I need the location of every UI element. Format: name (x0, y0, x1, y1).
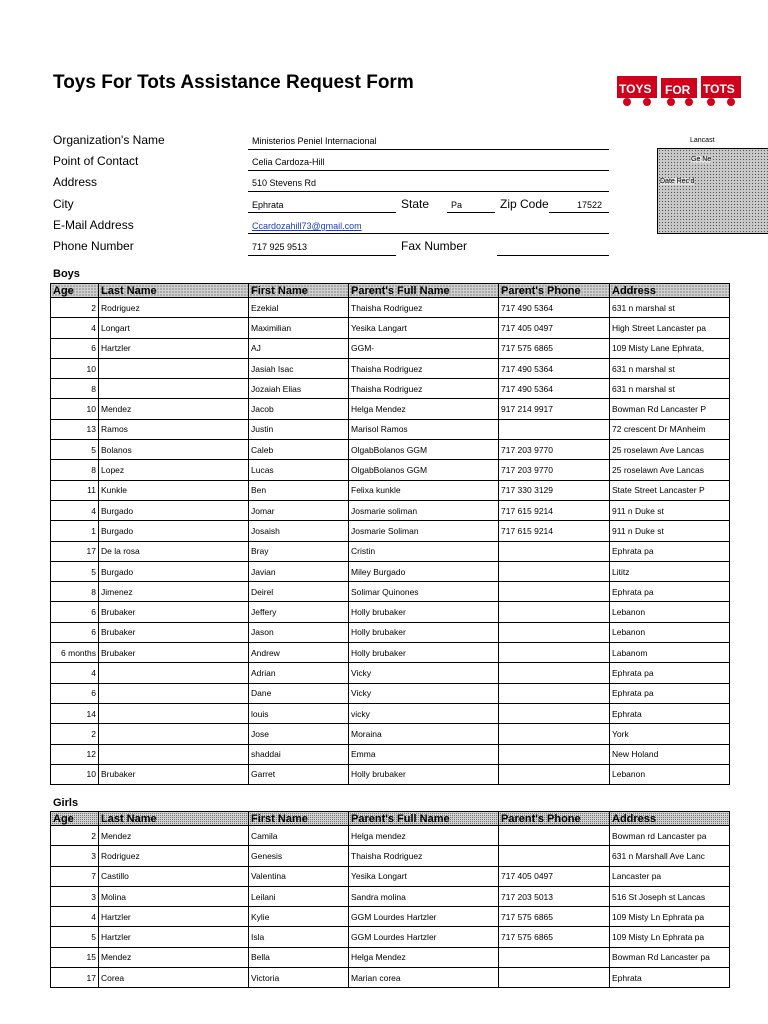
table-row (51, 338, 730, 358)
boys-cell-parent-name: Holly brubaker (349, 643, 499, 663)
boys-cell-parent-name: Josmarie Soliman (349, 521, 499, 541)
boys-cell-address: 911 n Duke st (610, 500, 730, 520)
boys-cell-parent-name: Marisol Ramos (349, 419, 499, 439)
boys-cell-first-name: Lucas (249, 460, 349, 480)
boys-cell-first-name: Jason (249, 622, 349, 642)
boys-cell-age: 14 (51, 703, 99, 723)
table-row (51, 440, 730, 460)
boys-cell-parent-name: Yesika Langart (349, 318, 499, 338)
girls-cell-last-name: Rodriguez (99, 846, 249, 866)
boys-cell-age: 4 (51, 663, 99, 683)
table-row (51, 358, 730, 378)
boys-cell-address: Lebanon (610, 602, 730, 622)
table-row (51, 643, 730, 663)
table-row (51, 927, 730, 947)
table-row (51, 399, 730, 419)
boys-cell-last-name: Brubaker (99, 622, 249, 642)
side-box-line2: Date Rec'd (660, 178, 695, 185)
table-row (51, 947, 730, 967)
boys-cell-parent-name: vicky (349, 703, 499, 723)
girls-cell-age: 4 (51, 907, 99, 927)
boys-cell-first-name: Jose (249, 724, 349, 744)
table-row (51, 521, 730, 541)
boys-cell-first-name: Jeffery (249, 602, 349, 622)
boys-cell-age: 5 (51, 440, 99, 460)
boys-cell-age: 5 (51, 561, 99, 581)
girls-header-row (51, 812, 730, 826)
table-row (51, 602, 730, 622)
boys-cell-parent-phone: 717 203 9770 (499, 440, 610, 460)
boys-cell-age: 6 (51, 683, 99, 703)
boys-cell-address: 631 n marshal st (610, 358, 730, 378)
girls-cell-last-name: Hartzler (99, 927, 249, 947)
girls-cell-address: Bowman Rd Lancaster pa (610, 947, 730, 967)
boys-cell-parent-phone (499, 541, 610, 561)
boys-cell-last-name: Ramos (99, 419, 249, 439)
boys-cell-address: Ephrata pa (610, 663, 730, 683)
girls-cell-address: Lancaster pa (610, 866, 730, 886)
girls-cell-parent-phone (499, 826, 610, 846)
boys-cell-parent-phone (499, 744, 610, 764)
boys-cell-parent-phone (499, 622, 610, 642)
boys-cell-last-name (99, 379, 249, 399)
boys-cell-parent-name: Felixa kunkle (349, 480, 499, 500)
boys-cell-first-name: Garret (249, 764, 349, 784)
boys-cell-parent-name: OlgabBolanos GGM (349, 440, 499, 460)
girls-table-wrap (50, 811, 768, 991)
side-box-line1: Ge Ne (691, 156, 712, 163)
phone-value: 717 925 9513 (252, 242, 308, 252)
boys-cell-last-name: Burgado (99, 561, 249, 581)
boys-header-row (51, 284, 730, 298)
girls-cell-first-name: Isla (249, 927, 349, 947)
girls-cell-first-name: Leilani (249, 886, 349, 906)
girls-header-parent-phone: Parent's Phone (499, 812, 610, 826)
boys-cell-parent-phone (499, 724, 610, 744)
girls-cell-parent-phone: 717 575 6865 (499, 907, 610, 927)
svg-text:TOYS: TOYS (619, 82, 652, 96)
boys-cell-address: Lebanon (610, 622, 730, 642)
boys-cell-first-name: Deirel (249, 582, 349, 602)
email-value[interactable]: Ccardozahill73@gmail.com (252, 221, 362, 231)
girls-cell-age: 2 (51, 826, 99, 846)
boys-cell-first-name: Andrew (249, 643, 349, 663)
boys-cell-first-name: Jacob (249, 399, 349, 419)
girls-cell-age: 3 (51, 846, 99, 866)
table-row (51, 703, 730, 723)
boys-cell-first-name: Javian (249, 561, 349, 581)
table-row (51, 764, 730, 784)
girls-cell-first-name: Bella (249, 947, 349, 967)
girls-cell-parent-name: Sandra molina (349, 886, 499, 906)
boys-cell-first-name: louis (249, 703, 349, 723)
boys-cell-last-name: Brubaker (99, 643, 249, 663)
girls-cell-parent-phone (499, 947, 610, 967)
boys-cell-last-name: Jimenez (99, 582, 249, 602)
table-row (51, 866, 730, 886)
boys-cell-parent-phone (499, 602, 610, 622)
boys-cell-first-name: Jozaiah Elias (249, 379, 349, 399)
boys-cell-last-name: Burgado (99, 500, 249, 520)
boys-cell-first-name: AJ (249, 338, 349, 358)
boys-cell-parent-phone: 717 490 5364 (499, 379, 610, 399)
boys-cell-age: 6 (51, 602, 99, 622)
girls-cell-age: 5 (51, 927, 99, 947)
boys-cell-address: State Street Lancaster P (610, 480, 730, 500)
fax-label: Fax Number (401, 239, 468, 253)
table-row (51, 379, 730, 399)
girls-cell-parent-name: Helga Mendez (349, 947, 499, 967)
boys-header-age: Age (51, 284, 99, 298)
girls-cell-parent-name: GGM Lourdes Hartzler (349, 927, 499, 947)
girls-cell-last-name: Mendez (99, 826, 249, 846)
boys-cell-age: 8 (51, 582, 99, 602)
boys-cell-parent-name: Vicky (349, 683, 499, 703)
boys-cell-last-name (99, 744, 249, 764)
boys-cell-parent-phone (499, 764, 610, 784)
zip-value: 17522 (577, 200, 603, 210)
boys-cell-parent-phone (499, 419, 610, 439)
boys-cell-first-name: Dane (249, 683, 349, 703)
boys-cell-parent-phone (499, 663, 610, 683)
boys-cell-age: 11 (51, 480, 99, 500)
table-row (51, 826, 730, 846)
boys-cell-last-name: Brubaker (99, 602, 249, 622)
boys-cell-last-name: Rodriguez (99, 298, 249, 318)
boys-cell-parent-phone: 717 405 0497 (499, 318, 610, 338)
boys-cell-last-name: Bolanos (99, 440, 249, 460)
girls-cell-last-name: Molina (99, 886, 249, 906)
boys-cell-address: Lititz (610, 561, 730, 581)
boys-cell-address: 25 roselawn Ave Lancas (610, 440, 730, 460)
boys-cell-parent-name: Moraina (349, 724, 499, 744)
boys-cell-first-name: Jomar (249, 500, 349, 520)
boys-cell-parent-phone: 717 490 5364 (499, 358, 610, 378)
boys-section-label: Boys (53, 268, 80, 280)
girls-cell-age: 15 (51, 947, 99, 967)
boys-cell-parent-name: Holly brubaker (349, 764, 499, 784)
table-row (51, 968, 730, 988)
phone-label: Phone Number (53, 239, 134, 253)
boys-cell-age: 13 (51, 419, 99, 439)
svg-text:TOTS: TOTS (703, 82, 735, 96)
boys-cell-age: 10 (51, 358, 99, 378)
boys-cell-parent-name: Solimar Quinones (349, 582, 499, 602)
girls-cell-first-name: Kylie (249, 907, 349, 927)
boys-cell-last-name (99, 724, 249, 744)
city-label: City (53, 197, 74, 211)
boys-cell-age: 8 (51, 379, 99, 399)
boys-cell-address: Ephrata pa (610, 683, 730, 703)
table-row (51, 622, 730, 642)
boys-cell-last-name: Burgado (99, 521, 249, 541)
contact-value: Celia Cardoza-Hill (252, 157, 325, 167)
boys-cell-parent-name: Thaisha Rodriguez (349, 379, 499, 399)
girls-cell-last-name: Mendez (99, 947, 249, 967)
boys-cell-address: 631 n marshal st (610, 379, 730, 399)
boys-header-first-name: First Name (249, 284, 349, 298)
boys-cell-parent-phone: 717 330 3129 (499, 480, 610, 500)
boys-header-parent-phone: Parent's Phone (499, 284, 610, 298)
girls-cell-age: 3 (51, 886, 99, 906)
boys-cell-first-name: shaddai (249, 744, 349, 764)
boys-cell-parent-phone: 717 490 5364 (499, 298, 610, 318)
boys-cell-age: 10 (51, 764, 99, 784)
boys-cell-last-name: Hartzler (99, 338, 249, 358)
girls-cell-parent-phone: 717 203 5013 (499, 886, 610, 906)
table-row (51, 500, 730, 520)
girls-cell-parent-phone: 717 575 6865 (499, 927, 610, 947)
side-box (657, 148, 768, 234)
girls-cell-address: 631 n Marshall Ave Lanc (610, 846, 730, 866)
boys-cell-first-name: Ezekial (249, 298, 349, 318)
boys-cell-parent-phone (499, 683, 610, 703)
boys-cell-parent-name: Josmarie soliman (349, 500, 499, 520)
table-row (51, 561, 730, 581)
girls-header-first-name: First Name (249, 812, 349, 826)
table-row (51, 744, 730, 764)
boys-cell-address: 631 n marshal st (610, 298, 730, 318)
girls-cell-address: 109 Misty Ln Ephrata pa (610, 907, 730, 927)
girls-cell-parent-phone (499, 968, 610, 988)
boys-cell-address: Bowman Rd Lancaster P (610, 399, 730, 419)
org-name-value: Ministerios Peniel Internacional (252, 136, 377, 146)
girls-header-parent-name: Parent's Full Name (349, 812, 499, 826)
table-row (51, 480, 730, 500)
boys-cell-age: 17 (51, 541, 99, 561)
city-value: Ephrata (252, 200, 284, 210)
boys-cell-parent-name: Miley Burgado (349, 561, 499, 581)
table-row (51, 724, 730, 744)
boys-header-last-name: Last Name (99, 284, 249, 298)
boys-cell-last-name (99, 358, 249, 378)
boys-cell-first-name: Justin (249, 419, 349, 439)
table-row (51, 582, 730, 602)
boys-cell-age: 8 (51, 460, 99, 480)
boys-cell-last-name (99, 703, 249, 723)
boys-cell-parent-phone: 917 214 9917 (499, 399, 610, 419)
boys-cell-parent-phone: 717 615 9214 (499, 500, 610, 520)
girls-cell-last-name: Castillo (99, 866, 249, 886)
table-row (51, 419, 730, 439)
boys-cell-address: Labanom (610, 643, 730, 663)
boys-cell-address: 25 roselawn Ave Lancas (610, 460, 730, 480)
girls-cell-first-name: Valentina (249, 866, 349, 886)
girls-header-age: Age (51, 812, 99, 826)
boys-cell-age: 6 months (51, 643, 99, 663)
boys-cell-first-name: Caleb (249, 440, 349, 460)
boys-cell-age: 6 (51, 622, 99, 642)
boys-cell-address: High Street Lancaster pa (610, 318, 730, 338)
girls-cell-address: Bowman rd Lancaster pa (610, 826, 730, 846)
boys-cell-parent-name: GGM- (349, 338, 499, 358)
boys-cell-address: 72 crescent Dr MAnheim (610, 419, 730, 439)
boys-cell-last-name: Mendez (99, 399, 249, 419)
boys-cell-age: 4 (51, 500, 99, 520)
boys-cell-parent-name: Holly brubaker (349, 622, 499, 642)
boys-cell-parent-name: Thaisha Rodriguez (349, 358, 499, 378)
girls-cell-parent-name: Yesika Longart (349, 866, 499, 886)
table-row (51, 541, 730, 561)
boys-cell-parent-name: Emma (349, 744, 499, 764)
boys-cell-age: 6 (51, 338, 99, 358)
boys-cell-last-name: Brubaker (99, 764, 249, 784)
state-value: Pa (451, 200, 463, 210)
table-row (51, 318, 730, 338)
toys-for-tots-logo (615, 70, 768, 110)
boys-cell-address: 911 n Duke st (610, 521, 730, 541)
boys-table (50, 283, 730, 785)
girls-cell-parent-name: Marian corea (349, 968, 499, 988)
boys-table-wrap (50, 283, 768, 791)
girls-cell-first-name: Genesis (249, 846, 349, 866)
girls-cell-last-name: Hartzler (99, 907, 249, 927)
boys-cell-last-name: Longart (99, 318, 249, 338)
boys-cell-last-name (99, 683, 249, 703)
boys-cell-last-name: De la rosa (99, 541, 249, 561)
boys-cell-first-name: Adrian (249, 663, 349, 683)
boys-cell-address: Ephrata pa (610, 541, 730, 561)
girls-cell-parent-name: GGM Lourdes Hartzler (349, 907, 499, 927)
boys-cell-first-name: Bray (249, 541, 349, 561)
girls-cell-address: 109 Misty Ln Ephrata pa (610, 927, 730, 947)
address-label: Address (53, 175, 98, 189)
side-box-top-text: Lancast (690, 137, 715, 144)
girls-cell-parent-phone (499, 846, 610, 866)
boys-cell-age: 4 (51, 318, 99, 338)
boys-header-address: Address (610, 284, 730, 298)
girls-cell-parent-name: Helga mendez (349, 826, 499, 846)
table-row (51, 907, 730, 927)
contact-label: Point of Contact (53, 154, 139, 168)
boys-cell-address: Lebanon (610, 764, 730, 784)
girls-cell-last-name: Corea (99, 968, 249, 988)
girls-cell-age: 17 (51, 968, 99, 988)
boys-cell-age: 12 (51, 744, 99, 764)
boys-cell-parent-phone (499, 643, 610, 663)
boys-cell-parent-phone (499, 561, 610, 581)
boys-cell-address: New Holand (610, 744, 730, 764)
girls-table (50, 811, 730, 988)
boys-cell-address: Ephrata pa (610, 582, 730, 602)
girls-cell-first-name: Victoria (249, 968, 349, 988)
boys-cell-address: York (610, 724, 730, 744)
address-value: 510 Stevens Rd (252, 178, 317, 188)
boys-cell-last-name: Lopez (99, 460, 249, 480)
boys-cell-age: 10 (51, 399, 99, 419)
boys-cell-parent-name: Helga Mendez (349, 399, 499, 419)
boys-cell-parent-phone: 717 575 6865 (499, 338, 610, 358)
table-row (51, 886, 730, 906)
girls-cell-address: 516 St Joseph st Lancas (610, 886, 730, 906)
table-row (51, 298, 730, 318)
girls-cell-parent-name: Thaisha Rodriguez (349, 846, 499, 866)
boys-cell-first-name: Jasiah Isac (249, 358, 349, 378)
girls-cell-first-name: Camila (249, 826, 349, 846)
table-row (51, 663, 730, 683)
zip-label: Zip Code (500, 197, 549, 211)
boys-cell-parent-phone (499, 582, 610, 602)
form-title: Toys For Tots Assistance Request Form (53, 72, 414, 93)
boys-cell-age: 2 (51, 298, 99, 318)
table-row (51, 460, 730, 480)
state-label: State (401, 197, 430, 211)
boys-cell-parent-name: Cristin (349, 541, 499, 561)
boys-cell-parent-name: Thaisha Rodriguez (349, 298, 499, 318)
boys-cell-age: 1 (51, 521, 99, 541)
boys-cell-address: Ephrata (610, 703, 730, 723)
boys-cell-parent-phone: 717 203 9770 (499, 460, 610, 480)
boys-cell-parent-name: Holly brubaker (349, 602, 499, 622)
girls-section-label: Girls (53, 797, 79, 809)
girls-cell-address: Ephrata (610, 968, 730, 988)
boys-cell-parent-phone: 717 615 9214 (499, 521, 610, 541)
boys-cell-first-name: Josaish (249, 521, 349, 541)
table-row (51, 683, 730, 703)
girls-header-address: Address (610, 812, 730, 826)
boys-cell-last-name (99, 663, 249, 683)
boys-cell-first-name: Ben (249, 480, 349, 500)
org-name-label: Organization's Name (53, 133, 165, 147)
email-label: E-Mail Address (53, 218, 134, 232)
girls-cell-age: 7 (51, 866, 99, 886)
svg-text:FOR: FOR (665, 83, 691, 97)
boys-cell-parent-phone (499, 703, 610, 723)
boys-cell-parent-name: OlgabBolanos GGM (349, 460, 499, 480)
boys-cell-address: 109 Misty Lane Ephrata, (610, 338, 730, 358)
boys-cell-parent-name: Vicky (349, 663, 499, 683)
girls-header-last-name: Last Name (99, 812, 249, 826)
boys-cell-last-name: Kunkle (99, 480, 249, 500)
boys-header-parent-name: Parent's Full Name (349, 284, 499, 298)
girls-cell-parent-phone: 717 405 0497 (499, 866, 610, 886)
boys-cell-age: 2 (51, 724, 99, 744)
table-row (51, 846, 730, 866)
boys-cell-first-name: Maximilian (249, 318, 349, 338)
